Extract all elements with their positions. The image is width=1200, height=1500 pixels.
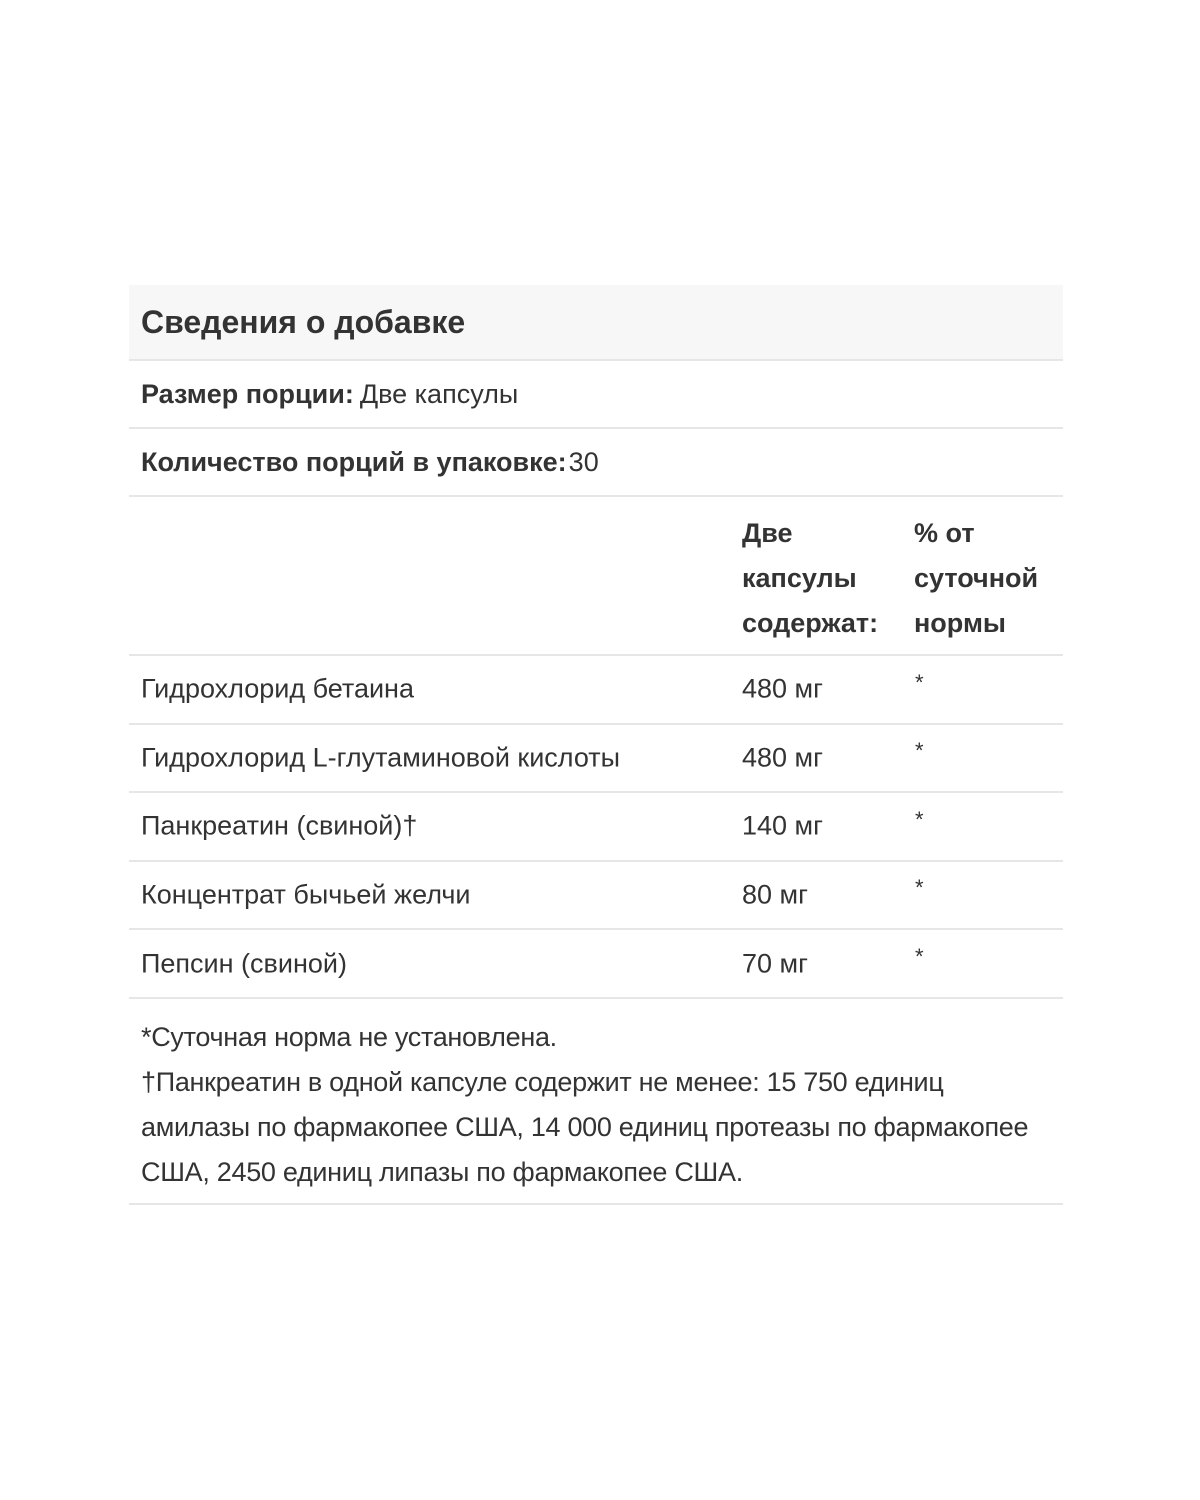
ingredient-daily-value: * xyxy=(915,669,924,695)
table-row xyxy=(129,656,1063,725)
table-row xyxy=(129,793,1063,862)
table-header-row xyxy=(129,497,1063,656)
ingredient-amount: 480 мг xyxy=(742,742,823,773)
daily-value-footnote: *Суточная норма не установлена. xyxy=(141,1021,557,1052)
ingredient-name: Гидрохлорид бетаина xyxy=(141,673,414,704)
title-row xyxy=(129,285,1063,361)
daily-value-column-header: % от суточной нормы xyxy=(914,518,1039,638)
amount-column-header: Две капсулы содержат: xyxy=(742,518,879,638)
footnotes xyxy=(129,999,1063,1205)
ingredient-name: Концентрат бычьей желчи xyxy=(141,879,471,910)
panel-title: Сведения о добавке xyxy=(141,303,466,340)
ingredient-amount: 70 мг xyxy=(742,948,808,979)
ingredient-amount: 80 мг xyxy=(742,879,808,910)
serving-size-row xyxy=(129,361,1063,429)
ingredient-daily-value: * xyxy=(915,875,924,901)
servings-per-container-value: 30 xyxy=(568,446,599,477)
serving-size-label: Размер порции: xyxy=(141,378,354,409)
servings-per-container-row xyxy=(129,429,1063,497)
serving-size-value: Две капсулы xyxy=(359,378,519,409)
ingredient-name: Гидрохлорид L-глутаминовой кислоты xyxy=(141,742,621,773)
ingredient-daily-value: * xyxy=(915,806,924,832)
table-row xyxy=(129,930,1063,999)
table-row xyxy=(129,862,1063,931)
ingredient-name: Пепсин (свиной) xyxy=(141,948,347,979)
ingredient-amount: 480 мг xyxy=(742,673,823,704)
table-row xyxy=(129,725,1063,794)
supplement-facts-panel xyxy=(129,285,1063,1205)
ingredient-daily-value: * xyxy=(915,738,924,764)
pancreatin-footnote: †Панкреатин в одной капсуле содержит не менее: 15 750 единиц амилазы по фармакопее США, 14 000 единиц протеазы по фармакопее США, 2450 единиц липазы по фармакопее США. xyxy=(141,1066,1029,1187)
ingredient-daily-value: * xyxy=(915,944,924,969)
ingredient-name: Панкреатин (свиной)† xyxy=(141,810,418,841)
servings-per-container-label: Количество порций в упаковке: xyxy=(141,446,567,477)
ingredient-amount: 140 мг xyxy=(742,810,823,841)
